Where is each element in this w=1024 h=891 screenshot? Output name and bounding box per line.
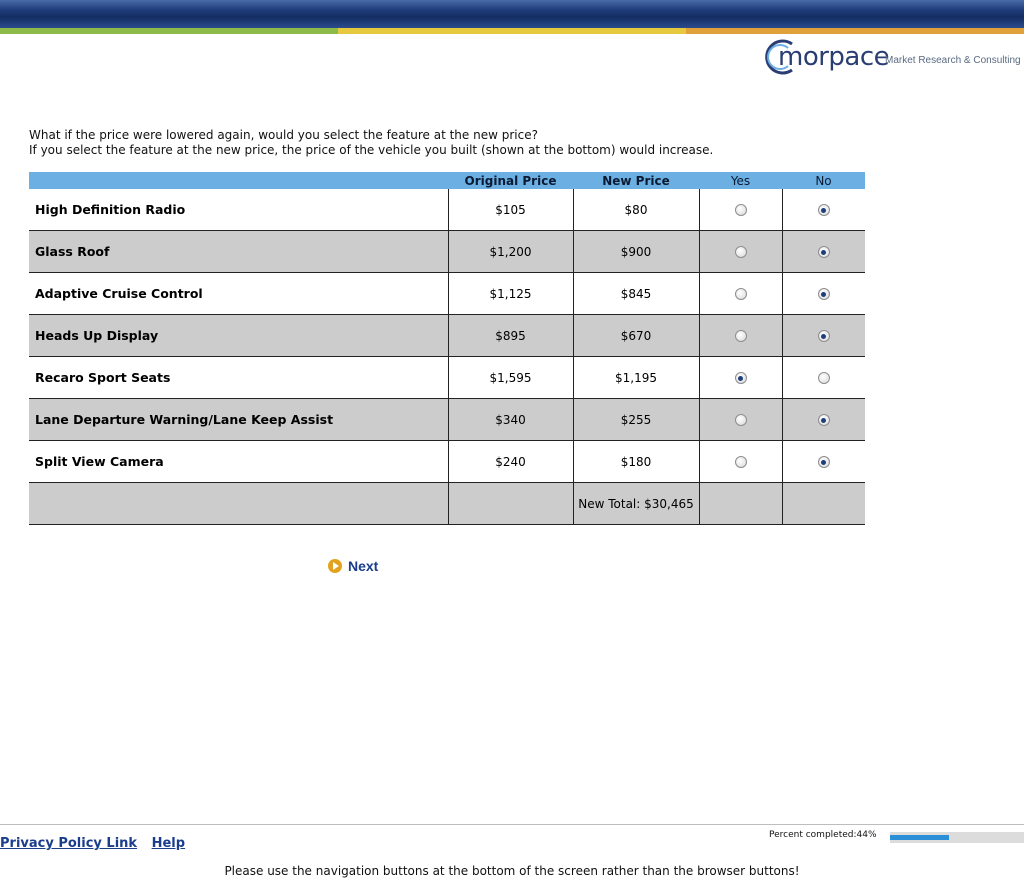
option-cell-no <box>782 357 865 399</box>
radio-no[interactable] <box>818 246 830 258</box>
footer-links <box>0 836 195 851</box>
morpace-logo <box>762 38 1022 80</box>
option-cell-no <box>782 441 865 483</box>
header-feature <box>29 172 448 189</box>
table-header-row <box>29 172 865 189</box>
original-price: $1,595 <box>448 357 573 399</box>
progress-bar-fill <box>890 835 949 840</box>
footer-divider <box>0 824 1024 825</box>
option-cell-yes <box>699 273 782 315</box>
question-line-1: What if the price were lowered again, would you select the feature at the new price? <box>29 128 538 142</box>
original-price: $895 <box>448 315 573 357</box>
header-original-price: Original Price <box>448 172 573 189</box>
original-price: $240 <box>448 441 573 483</box>
table-row <box>29 189 865 231</box>
original-price: $340 <box>448 399 573 441</box>
logo-wordmark: morpace <box>778 42 890 72</box>
new-price: $80 <box>573 189 699 231</box>
header-new-price: New Price <box>573 172 699 189</box>
option-cell-yes <box>699 441 782 483</box>
header-stripe-orange <box>686 28 1024 34</box>
header-yes: Yes <box>699 172 782 189</box>
option-cell-no <box>782 231 865 273</box>
option-cell-no <box>782 189 865 231</box>
new-price: $670 <box>573 315 699 357</box>
header-band <box>0 0 1024 28</box>
feature-name: Heads Up Display <box>29 315 448 357</box>
table-row <box>29 357 865 399</box>
total-row-blank <box>782 483 865 525</box>
radio-yes[interactable] <box>735 288 747 300</box>
feature-name: Lane Departure Warning/Lane Keep Assist <box>29 399 448 441</box>
feature-price-table <box>29 172 865 525</box>
original-price: $105 <box>448 189 573 231</box>
new-price: $180 <box>573 441 699 483</box>
table-row <box>29 441 865 483</box>
radio-no[interactable] <box>818 456 830 468</box>
feature-name: Split View Camera <box>29 441 448 483</box>
option-cell-yes <box>699 357 782 399</box>
table-row <box>29 315 865 357</box>
option-cell-yes <box>699 189 782 231</box>
total-row-blank <box>448 483 573 525</box>
option-cell-yes <box>699 315 782 357</box>
total-row-blank <box>29 483 448 525</box>
help-link[interactable]: Help <box>151 836 186 851</box>
radio-yes[interactable] <box>735 456 747 468</box>
option-cell-no <box>782 273 865 315</box>
progress-label: Percent completed:44% <box>769 830 877 840</box>
option-cell-no <box>782 399 865 441</box>
total-row-blank <box>699 483 782 525</box>
original-price: $1,200 <box>448 231 573 273</box>
radio-no[interactable] <box>818 372 830 384</box>
new-total: New Total: $30,465 <box>573 483 699 525</box>
next-arrow-icon <box>328 559 342 573</box>
header-stripe-yellow <box>338 28 686 34</box>
next-button[interactable] <box>328 558 378 574</box>
option-cell-yes <box>699 231 782 273</box>
radio-no[interactable] <box>818 288 830 300</box>
total-row <box>29 483 865 525</box>
navigation-note: Please use the navigation buttons at the bottom of the screen rather than the browser buttons! <box>224 864 800 878</box>
next-button-label: Next <box>348 558 379 574</box>
header-no: No <box>782 172 865 189</box>
feature-name: Recaro Sport Seats <box>29 357 448 399</box>
table-row <box>29 399 865 441</box>
option-cell-yes <box>699 399 782 441</box>
logo-tagline: Market Research & Consulting <box>885 55 1021 66</box>
option-cell-no <box>782 315 865 357</box>
radio-yes[interactable] <box>735 414 747 426</box>
new-price: $900 <box>573 231 699 273</box>
original-price: $1,125 <box>448 273 573 315</box>
feature-name: High Definition Radio <box>29 189 448 231</box>
radio-yes[interactable] <box>735 246 747 258</box>
question-line-2: If you select the feature at the new price, the price of the vehicle you built (shown at the bottom) would increase. <box>29 143 714 157</box>
progress-bar <box>890 832 1024 843</box>
feature-name: Glass Roof <box>29 231 448 273</box>
radio-no[interactable] <box>818 330 830 342</box>
question-text <box>29 128 713 158</box>
feature-name: Adaptive Cruise Control <box>29 273 448 315</box>
radio-no[interactable] <box>818 414 830 426</box>
new-price: $255 <box>573 399 699 441</box>
radio-yes[interactable] <box>735 330 747 342</box>
radio-no[interactable] <box>818 204 830 216</box>
privacy-policy-link[interactable]: Privacy Policy Link <box>0 836 138 851</box>
new-price: $1,195 <box>573 357 699 399</box>
new-price: $845 <box>573 273 699 315</box>
header-stripe-green <box>0 28 338 34</box>
radio-yes[interactable] <box>735 372 747 384</box>
table-row <box>29 273 865 315</box>
radio-yes[interactable] <box>735 204 747 216</box>
table-row <box>29 231 865 273</box>
